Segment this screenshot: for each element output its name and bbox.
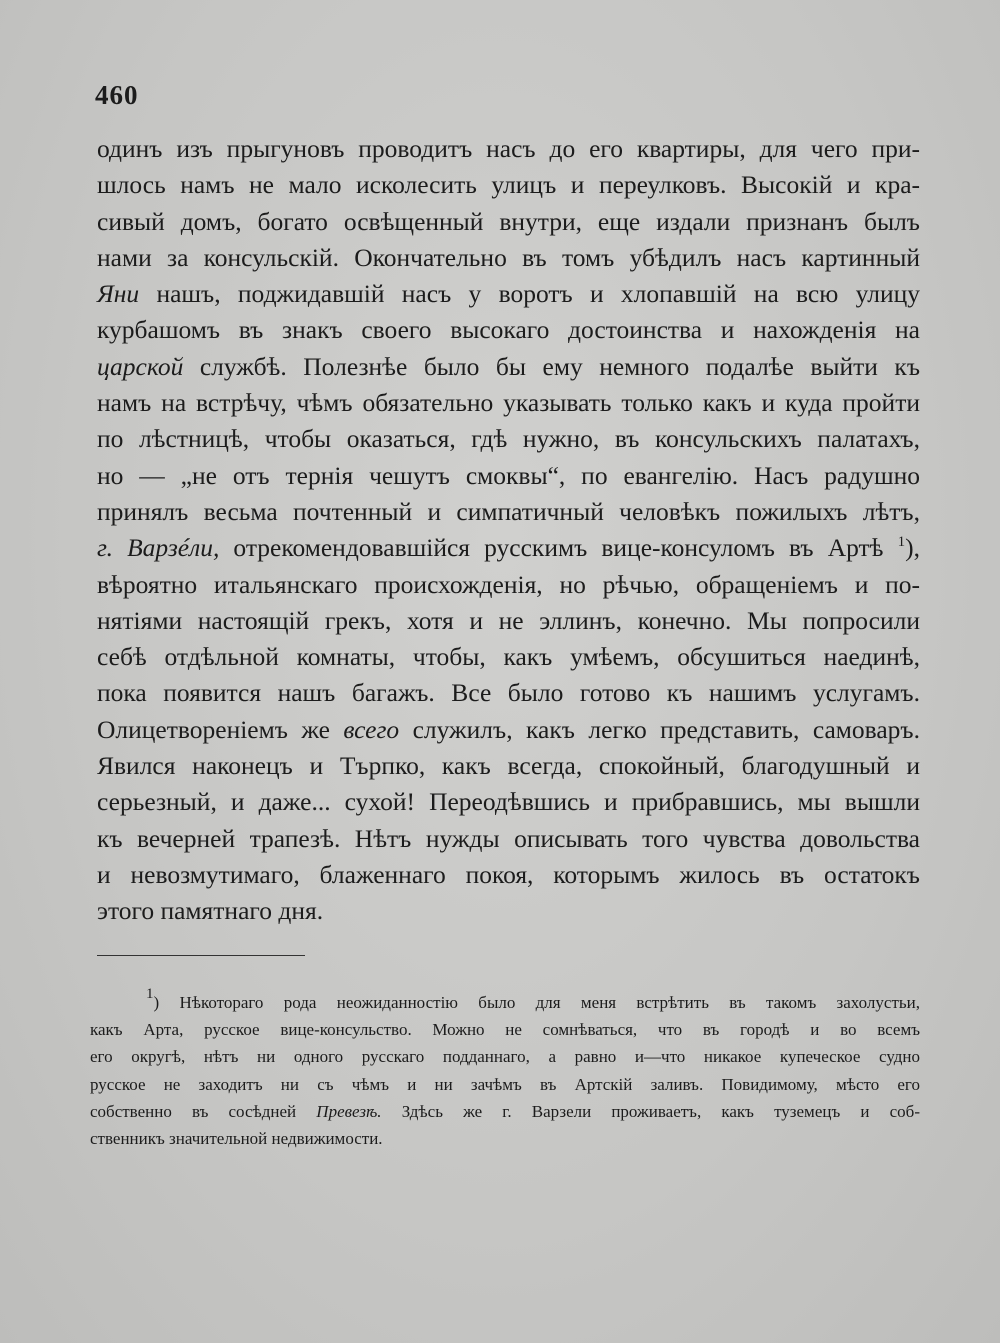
text-segment: но — „не отъ тернія чешутъ смоквы“, по евангелію. Насъ радушно bbox=[97, 460, 920, 490]
text-line bbox=[97, 385, 920, 421]
text-segment: Олицетвореніемъ же bbox=[97, 714, 344, 744]
footnote-marker: 1 bbox=[897, 534, 906, 551]
text-segment: намъ на встрѣчу, чѣмъ обязательно указывать только какъ и куда пройти bbox=[97, 388, 920, 418]
text-segment: службѣ. Полезнѣе было бы ему немного подалѣе выйти къ bbox=[183, 351, 920, 381]
text-line bbox=[97, 240, 920, 276]
text-line bbox=[97, 784, 920, 820]
text-segment: одинъ изъ прыгуновъ проводитъ насъ до его квартиры, для чего при- bbox=[97, 134, 920, 163]
text-line bbox=[97, 675, 920, 711]
main-text bbox=[97, 131, 920, 930]
footnote-line bbox=[90, 986, 920, 1016]
text-segment: его округѣ, нѣтъ ни одного русскаго подданнаго, а равно и—что никакое купеческое судно bbox=[90, 1047, 920, 1067]
text-segment: нашъ, поджидавшій насъ у воротъ и хлопавшій на всю улицу bbox=[139, 279, 920, 309]
text-segment: пока появится нашъ багажъ. Все было готово къ нашимъ услугамъ. bbox=[97, 678, 920, 708]
footnote-line bbox=[90, 1125, 920, 1152]
text-segment: ственникъ значительной недвижимости. bbox=[90, 1128, 383, 1148]
text-segment: Явился наконецъ и Търпко, какъ всегда, спокойный, благодушный и bbox=[97, 751, 920, 781]
text-line bbox=[97, 312, 920, 348]
text-line bbox=[97, 494, 920, 530]
text-segment: служилъ, какъ легко представить, самоваръ. bbox=[399, 714, 920, 744]
text-segment: г. Варзéли, bbox=[97, 533, 220, 563]
text-segment: ), bbox=[905, 533, 920, 563]
text-line bbox=[97, 349, 920, 385]
text-segment: ) Нѣкотораго рода неожиданностію было для меня встрѣтить въ такомъ захолустьи, bbox=[153, 993, 920, 1012]
text-segment: себѣ отдѣльной комнаты, чтобы, какъ умѣемъ, обсушиться наединѣ, bbox=[97, 642, 920, 672]
footnote bbox=[90, 986, 920, 1152]
text-line bbox=[97, 821, 920, 857]
text-segment: какъ Арта, русское вице-консульство. Можно не сомнѣваться, что въ городѣ и во всемъ bbox=[90, 1020, 920, 1040]
text-line bbox=[97, 567, 920, 603]
text-segment: Здѣсь же г. Варзели проживаетъ, какъ туземецъ и соб- bbox=[381, 1101, 920, 1121]
text-line bbox=[97, 893, 920, 929]
text-segment: нятіями настоящій грекъ, хотя и не эллинъ, конечно. Мы попросили bbox=[97, 605, 920, 635]
text-line bbox=[97, 204, 920, 240]
text-segment: отрекомендовавшійся русскимъ вице-консуломъ въ Артѣ bbox=[219, 533, 898, 563]
text-line bbox=[97, 857, 920, 893]
text-segment: по лѣстницѣ, чтобы оказаться, гдѣ нужно, въ консульскихъ палатахъ, bbox=[97, 424, 920, 454]
text-segment: и невозмутимаго, блаженнаго покоя, которымъ жилось въ остатокъ bbox=[97, 859, 920, 889]
text-segment: царской bbox=[97, 351, 184, 381]
footnote-separator bbox=[97, 955, 305, 956]
text-line bbox=[97, 639, 920, 675]
text-segment: Превезѣ. bbox=[316, 1101, 382, 1121]
text-line bbox=[97, 748, 920, 784]
text-line bbox=[97, 276, 920, 312]
footnote-line bbox=[90, 1071, 920, 1098]
page-number: 460 bbox=[95, 80, 139, 110]
text-segment: русское не заходитъ ни съ чѣмъ и ни зачѣмъ въ Артскій заливъ. Повидимому, мѣсто его bbox=[90, 1074, 920, 1094]
text-segment: шлось намъ не мало исколесить улицъ и переулковъ. Высокій и кра- bbox=[97, 170, 920, 200]
text-segment: всего bbox=[343, 714, 400, 744]
text-line bbox=[97, 131, 920, 167]
text-segment: нами за консульскій. Окончательно въ томъ убѣдилъ насъ картинный bbox=[97, 242, 920, 272]
footnote-marker: 1 bbox=[146, 986, 154, 1002]
text-line bbox=[97, 421, 920, 457]
footnote-line bbox=[90, 1098, 920, 1125]
text-segment: къ вечерней трапезѣ. Нѣтъ нужды описывать того чувства довольства bbox=[97, 823, 920, 853]
text-segment: вѣроятно итальянскаго происхожденія, но рѣчью, обращеніемъ и по- bbox=[97, 569, 920, 599]
text-line bbox=[97, 458, 920, 494]
text-segment: курбашомъ въ знакъ своего высокаго достоинства и нахожденія на bbox=[97, 315, 920, 345]
text-line bbox=[97, 167, 920, 203]
footnote-line bbox=[90, 1043, 920, 1070]
text-segment: сивый домъ, богато освѣщенный внутри, еще издали признанъ былъ bbox=[97, 206, 920, 236]
text-segment: серьезный, и даже... сухой! Переодѣвшись и прибравшись, мы вышли bbox=[97, 787, 920, 817]
text-line bbox=[97, 603, 920, 639]
text-line bbox=[97, 712, 920, 748]
text-segment: принялъ весьма почтенный и симпатичный человѣкъ пожилыхъ лѣтъ, bbox=[97, 496, 920, 526]
footnote-line bbox=[90, 1016, 920, 1043]
text-line bbox=[97, 530, 920, 566]
text-segment: этого памятнаго дня. bbox=[97, 896, 324, 926]
text-segment: Яни bbox=[97, 279, 140, 309]
text-segment: собственно въ сосѣдней bbox=[90, 1101, 317, 1121]
